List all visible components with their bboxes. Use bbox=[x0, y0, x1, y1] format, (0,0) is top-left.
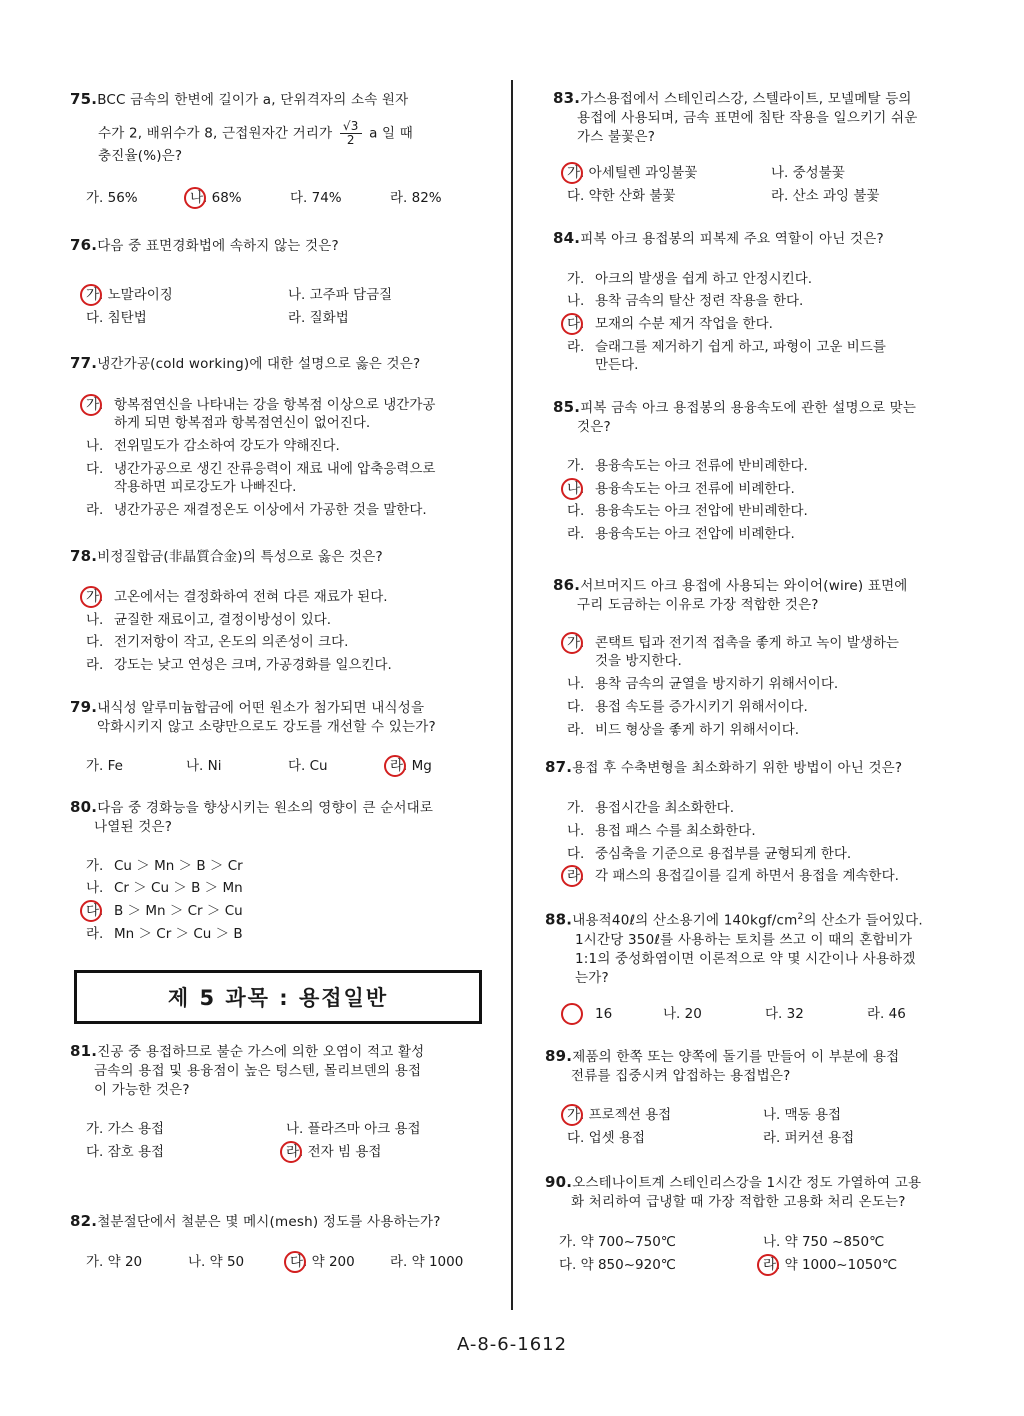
answer-mark bbox=[561, 865, 583, 887]
option-d: 라. 46 bbox=[867, 1006, 906, 1022]
option-b: 나. Ni bbox=[186, 758, 222, 774]
question-number: 80. bbox=[70, 798, 98, 816]
option-c: 다. 잠호 용접 bbox=[86, 1144, 165, 1160]
option-a: 가. 프로젝션 용접 bbox=[567, 1107, 672, 1123]
option-a: 가. 56% bbox=[86, 190, 138, 206]
option-d: 라. 냉간가공은 재결정온도 이상에서 가공한 것을 말한다. bbox=[86, 502, 427, 518]
option-c: 다. 냉간가공으로 생긴 잔류응력이 재료 내에 압축응력으로 bbox=[86, 461, 436, 477]
question-80 bbox=[70, 798, 433, 837]
question-78 bbox=[70, 547, 383, 567]
question-75 bbox=[70, 90, 500, 166]
question-76 bbox=[70, 236, 339, 256]
question-text: 나열된 것은? bbox=[94, 819, 173, 835]
question-text: 것은? bbox=[577, 419, 611, 435]
question-text: 철분절단에서 철분은 몇 메시(mesh) 정도를 사용하는가? bbox=[97, 1214, 441, 1230]
option-b: 나. Cr ＞ Cu ＞ B ＞ Mn bbox=[86, 880, 243, 896]
option-d: 라. 질화법 bbox=[288, 310, 349, 326]
answer-mark bbox=[80, 586, 102, 608]
question-84 bbox=[553, 229, 884, 249]
question-text: 수가 2, 배위수가 8, 근접원자간 거리가 bbox=[98, 125, 333, 142]
question-text: 가스용접에서 스테인리스강, 스텔라이트, 모넬메탈 등의 bbox=[580, 91, 912, 107]
question-text: BCC 금속의 한변에 길이가 a, 단위격자의 소속 원자 bbox=[97, 92, 409, 108]
column-divider bbox=[511, 80, 513, 1310]
question-number: 78. bbox=[70, 547, 98, 565]
answer-mark bbox=[80, 284, 102, 306]
question-77 bbox=[70, 354, 420, 374]
question-number: 87. bbox=[545, 758, 573, 776]
option-a-cont: 하게 되면 항복점과 항복점연신이 없어진다. bbox=[114, 415, 371, 431]
option-b: 나. 용착 금속의 균열을 방지하기 위해서이다. bbox=[567, 676, 839, 692]
answer-mark bbox=[561, 632, 583, 654]
question-89 bbox=[545, 1047, 899, 1086]
option-a: 가. 항복점연신을 나타내는 강을 항복점 이상으로 냉간가공 bbox=[86, 397, 436, 413]
option-b: 나. 전위밀도가 감소하여 강도가 약해진다. bbox=[86, 438, 340, 454]
option-d: 라. 82% bbox=[390, 190, 442, 206]
option-a: 가. 아크의 발생을 쉽게 하고 안정시킨다. bbox=[567, 271, 813, 287]
question-82 bbox=[70, 1212, 441, 1232]
answer-mark bbox=[80, 900, 102, 922]
question-text: 용접 후 수축변형을 최소화하기 위한 방법이 아닌 것은? bbox=[572, 760, 903, 776]
fraction-numerator: √3 bbox=[340, 120, 362, 134]
option-c: 다. 모재의 수분 제거 작업을 한다. bbox=[567, 316, 773, 332]
option-d: 라. Mg bbox=[390, 758, 432, 774]
option-c-cont: 작용하면 피로강도가 나빠진다. bbox=[114, 479, 297, 495]
question-90 bbox=[545, 1173, 921, 1212]
option-c: 다. B ＞ Mn ＞ Cr ＞ Cu bbox=[86, 903, 243, 919]
question-number: 86. bbox=[553, 576, 581, 594]
option-d: 라. Mn ＞ Cr ＞ Cu ＞ B bbox=[86, 926, 243, 942]
option-c: 다. 업셋 용접 bbox=[567, 1130, 646, 1146]
question-text: 금속의 용접 및 용융점이 높은 텅스텐, 몰리브덴의 용접 bbox=[94, 1063, 422, 1079]
option-d: 라. 약 1000 bbox=[390, 1254, 464, 1270]
question-85 bbox=[553, 398, 916, 437]
question-83 bbox=[553, 89, 917, 147]
question-text: 다음 중 표면경화법에 속하지 않는 것은? bbox=[97, 238, 339, 254]
option-c: 다. 약한 산화 불꽃 bbox=[567, 188, 676, 204]
option-b: 나. 고주파 담금질 bbox=[288, 287, 393, 303]
question-number: 83. bbox=[553, 89, 581, 107]
question-86 bbox=[553, 576, 908, 615]
question-87 bbox=[545, 758, 902, 778]
option-a: 16 bbox=[595, 1006, 613, 1022]
question-number: 89. bbox=[545, 1047, 573, 1065]
question-number: 85. bbox=[553, 398, 581, 416]
answer-mark bbox=[561, 313, 583, 335]
question-text: 1시간당 350ℓ를 사용하는 토치를 쓰고 이 때의 혼합비가 bbox=[575, 931, 913, 948]
question-text: 서브머지드 아크 용접에 사용되는 와이어(wire) 표면에 bbox=[580, 578, 908, 594]
question-number: 90. bbox=[545, 1173, 573, 1191]
question-text: 이 가능한 것은? bbox=[94, 1082, 190, 1098]
answer-mark bbox=[80, 394, 102, 416]
option-b: 나. 중성불꽃 bbox=[771, 165, 845, 181]
option-c: 다. 중심축을 기준으로 용접부를 균형되게 한다. bbox=[567, 846, 852, 862]
option-d: 라. 용융속도는 아크 전압에 비례한다. bbox=[567, 526, 795, 542]
option-c: 다. 용접 속도를 증가시키기 위해서이다. bbox=[567, 699, 808, 715]
option-b: 나. 약 50 bbox=[188, 1254, 245, 1270]
answer-mark bbox=[757, 1254, 779, 1276]
option-d: 라. 약 1000~1050℃ bbox=[763, 1257, 898, 1273]
question-81 bbox=[70, 1042, 424, 1100]
option-a: 가. 노말라이징 bbox=[86, 287, 173, 303]
option-c: 다. 전기저항이 작고, 온도의 의존성이 크다. bbox=[86, 634, 349, 650]
question-text: 제품의 한쪽 또는 양쪽에 돌기를 만들어 이 부분에 용접 bbox=[572, 1049, 900, 1065]
question-text: 구리 도금하는 이유로 가장 적합한 것은? bbox=[577, 597, 819, 613]
option-a: 가. 가스 용접 bbox=[86, 1121, 165, 1137]
option-d: 라. 각 패스의 용접길이를 길게 하면서 용접을 계속한다. bbox=[567, 868, 899, 884]
question-text: 피복 금속 아크 용접봉의 용융속도에 관한 설명으로 맞는 bbox=[580, 400, 917, 416]
option-a: 가. Cu ＞ Mn ＞ B ＞ Cr bbox=[86, 858, 243, 874]
option-a: 가. 콘택트 팁과 전기적 접촉을 좋게 하고 녹이 발생하는 bbox=[567, 635, 899, 651]
answer-mark bbox=[561, 478, 583, 500]
option-a: 가. Fe bbox=[86, 758, 123, 774]
page-code: A-8-6-1612 bbox=[456, 1334, 568, 1355]
option-c: 다. 32 bbox=[765, 1006, 804, 1022]
question-text: 악화시키지 않고 소량만으로도 강도를 개선할 수 있는가? bbox=[97, 719, 436, 735]
question-number: 82. bbox=[70, 1212, 98, 1230]
question-text: 가스 불꽃은? bbox=[577, 129, 656, 145]
option-c: 다. Cu bbox=[288, 758, 328, 774]
question-number: 76. bbox=[70, 236, 98, 254]
option-b: 나. 용융속도는 아크 전류에 비례한다. bbox=[567, 481, 795, 497]
option-d: 라. 강도는 낮고 연성은 크며, 가공경화를 일으킨다. bbox=[86, 657, 392, 673]
question-text: 내용적40ℓ의 산소용기에 140kgf/cm bbox=[572, 912, 798, 929]
question-text: 는가? bbox=[575, 969, 609, 986]
answer-mark bbox=[561, 1104, 583, 1126]
option-b: 나. 균질한 재료이고, 결정이방성이 있다. bbox=[86, 612, 332, 628]
option-c: 다. 약 200 bbox=[290, 1254, 355, 1270]
answer-mark bbox=[384, 755, 406, 777]
question-text: 냉간가공(cold working)에 대한 설명으로 옳은 것은? bbox=[97, 356, 421, 372]
option-b: 나. 20 bbox=[663, 1006, 702, 1022]
option-c: 다. 74% bbox=[290, 190, 342, 206]
option-b: 나. 용착 금속의 탈산 정련 작용을 한다. bbox=[567, 293, 804, 309]
question-number: 84. bbox=[553, 229, 581, 247]
option-b: 나. 맥동 용접 bbox=[763, 1107, 842, 1123]
option-a: 가. 아세틸렌 과잉불꽃 bbox=[567, 165, 698, 181]
question-text: 피복 아크 용접봉의 피복제 주요 역할이 아닌 것은? bbox=[580, 231, 884, 247]
fraction-denominator: 2 bbox=[346, 133, 355, 147]
question-number: 81. bbox=[70, 1042, 98, 1060]
question-text: 진공 중 용접하므로 불순 가스에 의한 오염이 적고 활성 bbox=[97, 1044, 425, 1060]
question-text: 비정질합금(非晶質合金)의 특성으로 옳은 것은? bbox=[97, 549, 383, 565]
answer-mark bbox=[280, 1141, 302, 1163]
section-header: 제 5 과목 : 용접일반 bbox=[74, 970, 482, 1024]
option-a: 가. 약 20 bbox=[86, 1254, 143, 1270]
option-b: 나. 용접 패스 수를 최소화한다. bbox=[567, 823, 756, 839]
answer-mark bbox=[561, 162, 583, 184]
option-d: 라. 슬래그를 제거하기 쉽게 하고, 파형이 고운 비드를 bbox=[567, 339, 886, 355]
question-number: 75. bbox=[70, 90, 98, 108]
question-text: 다음 중 경화능을 향상시키는 원소의 영향이 큰 순서대로 bbox=[97, 800, 434, 816]
option-d: 라. 퍼커션 용접 bbox=[763, 1130, 855, 1146]
question-text: 전류를 집중시켜 압접하는 용접법은? bbox=[571, 1068, 791, 1084]
question-text: 의 산소가 들어있다. bbox=[803, 912, 923, 929]
question-number: 79. bbox=[70, 698, 98, 716]
answer-mark bbox=[561, 1003, 583, 1025]
option-d: 라. 전자 빔 용접 bbox=[286, 1144, 382, 1160]
question-text: 화 처리하여 급냉할 때 가장 적합한 고용화 처리 온도는? bbox=[571, 1194, 906, 1210]
question-79 bbox=[70, 698, 436, 737]
question-text: 오스테나이트계 스테인리스강을 1시간 정도 가열하여 고용 bbox=[572, 1175, 922, 1191]
question-number: 77. bbox=[70, 354, 98, 372]
question-text: 충진율(%)은? bbox=[98, 148, 183, 164]
option-d: 라. 산소 과잉 불꽃 bbox=[771, 188, 880, 204]
question-88 bbox=[545, 908, 923, 988]
option-a-cont: 것을 방지한다. bbox=[595, 653, 682, 669]
question-text: 용접에 사용되며, 금속 표면에 침탄 작용을 일으키기 쉬운 bbox=[577, 110, 918, 126]
option-d-cont: 만든다. bbox=[595, 357, 639, 373]
question-text: a 일 때 bbox=[369, 125, 414, 142]
option-a: 가. 고온에서는 결정화하여 전혀 다른 재료가 된다. bbox=[86, 589, 388, 605]
question-number: 88. bbox=[545, 910, 573, 929]
option-b: 나. 약 750 ~850℃ bbox=[763, 1234, 885, 1250]
option-c: 다. 용융속도는 아크 전압에 반비례한다. bbox=[567, 503, 808, 519]
superscript: 2 bbox=[797, 912, 804, 922]
option-d: 라. 비드 형상을 좋게 하기 위해서이다. bbox=[567, 722, 800, 738]
question-text: 내식성 알루미늄합금에 어떤 원소가 첨가되면 내식성을 bbox=[97, 700, 425, 716]
option-a: 가. 용융속도는 아크 전류에 반비례한다. bbox=[567, 458, 808, 474]
option-c: 다. 약 850~920℃ bbox=[559, 1257, 676, 1273]
answer-mark bbox=[184, 187, 206, 209]
option-a: 가. 약 700~750℃ bbox=[559, 1234, 676, 1250]
fraction bbox=[340, 120, 362, 147]
option-a: 가. 용접시간을 최소화한다. bbox=[567, 800, 734, 816]
answer-mark bbox=[284, 1251, 306, 1273]
option-b: 나. 68% bbox=[190, 190, 242, 206]
option-b: 나. 플라즈마 아크 용접 bbox=[286, 1121, 421, 1137]
option-c: 다. 침탄법 bbox=[86, 310, 147, 326]
question-text: 1:1의 중성화염이면 이론적으로 약 몇 시간이나 사용하겠 bbox=[575, 950, 916, 967]
